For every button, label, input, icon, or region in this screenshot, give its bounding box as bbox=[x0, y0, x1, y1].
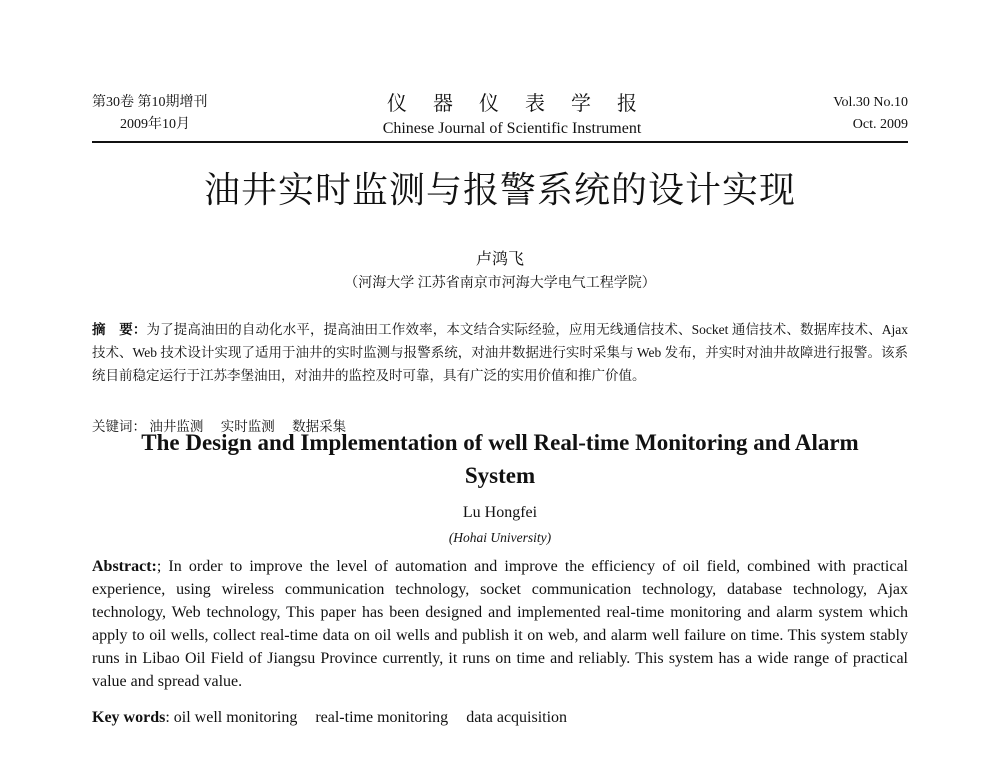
author-cn: 卢鸿飞 bbox=[475, 251, 524, 268]
keywords-en: Key words: oil well monitoring real-time monitoring data acquisition bbox=[92, 709, 568, 726]
affiliation-en: (Hohai University) bbox=[448, 530, 552, 545]
date-en: Oct. 2009 bbox=[852, 117, 908, 132]
abstract-en-label: Abstract: bbox=[92, 558, 157, 575]
header-center bbox=[352, 92, 672, 140]
keywords-en-label: Key words bbox=[92, 709, 166, 726]
date-cn: 2009年10月 bbox=[120, 117, 190, 132]
journal-name-cn: 仪器仪表学报 bbox=[387, 93, 663, 115]
keywords-cn-label: 关键词： bbox=[92, 419, 146, 434]
author-en: Lu Hongfei bbox=[462, 504, 538, 521]
abstract-cn bbox=[92, 318, 908, 387]
keyword-en: data acquisition bbox=[466, 709, 568, 726]
abstract-cn-label: 摘 要： bbox=[92, 322, 147, 337]
title-en: The Design and Implementation of well Real-time Monitoring and Alarm System bbox=[141, 430, 859, 488]
keyword-cn: 油井监测 bbox=[149, 419, 204, 434]
keyword-en: oil well monitoring bbox=[173, 709, 298, 726]
keyword-cn: 实时监测 bbox=[220, 419, 275, 434]
abstract-cn-text: 为了提高油田的自动化水平，提高油田工作效率，本文结合实际经验，应用无线通信技术、Socket 通信技术、数据库技术、Ajax 技术、Web 技术设计实现了适用于油井的实时监测与报警系统，对油井数据进行实时采集与 Web 发布，并实时对油井故障进行报警。该系统目前稳定运行于江苏李堡油田，对油井的监控及时可靠，具有广泛的实用价值和推广价值。 bbox=[92, 322, 909, 383]
abstract-en bbox=[92, 555, 908, 693]
header-rule bbox=[92, 141, 908, 143]
volume-issue-cn: 第30卷 第10期增刊 bbox=[92, 95, 208, 110]
affiliation-cn: （河海大学 江苏省南京市河海大学电气工程学院） bbox=[344, 276, 656, 291]
title-cn: 油井实时监测与报警系统的设计实现 bbox=[203, 170, 796, 211]
journal-header bbox=[92, 92, 908, 142]
header-right bbox=[748, 92, 908, 136]
journal-name-en: Chinese Journal of Scientific Instrument bbox=[382, 120, 642, 137]
header-left bbox=[92, 92, 292, 136]
keyword-cn: 数据采集 bbox=[292, 419, 347, 434]
volume-issue-en: Vol.30 No.10 bbox=[833, 95, 908, 110]
keyword-en: real-time monitoring bbox=[315, 709, 449, 726]
abstract-en-text: ; In order to improve the level of automation and improve the efficiency of oil field, combined with practical experience, using wireless communication technology, socket communication technology, database technology, Ajax technology, Web technology, This paper has been designed and implemented real-time monitoring and alarm system which apply to oil wells, collect real-time data on oil wells and publish it on web, and alarm well failure on time. This system stably runs in Libao Oil Field of Jiangsu Province currently, it runs on time and reliably. This system has a wide range of practical value and spread value. bbox=[92, 558, 908, 690]
